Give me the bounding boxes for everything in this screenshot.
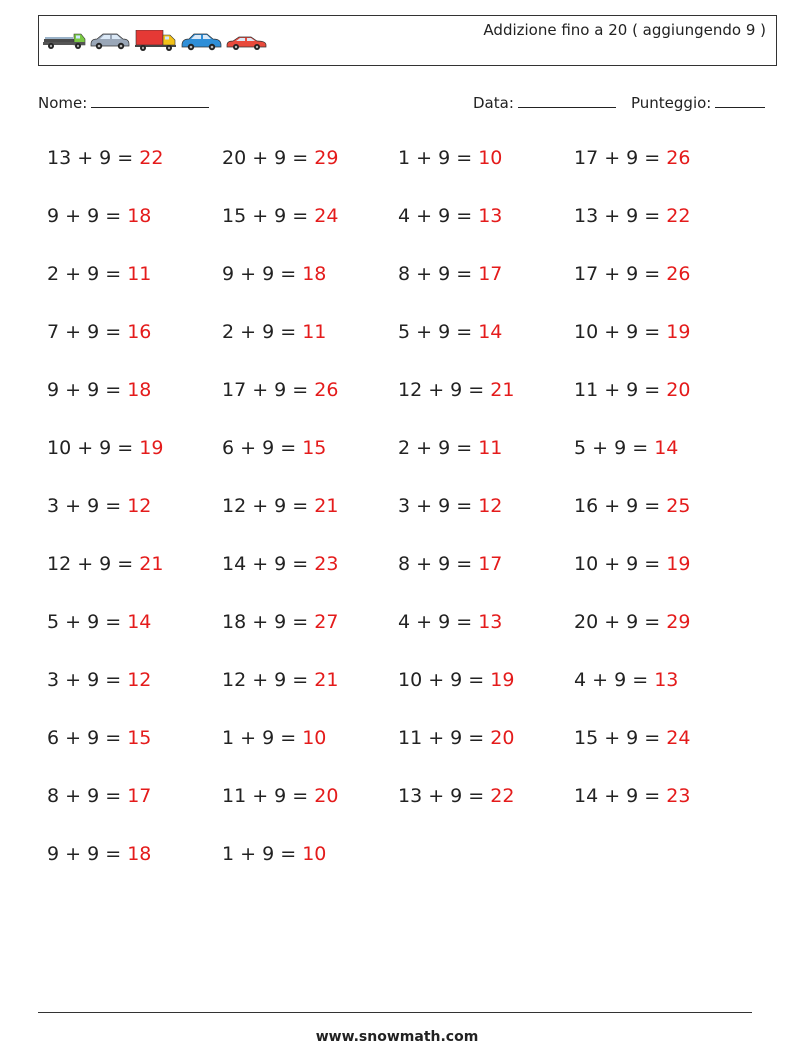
blue-car-icon — [182, 34, 221, 50]
problem-equation: 13 + 9 = — [398, 785, 491, 807]
problem-equation: 14 + 9 = — [574, 785, 667, 807]
problem-answer: 19 — [666, 553, 691, 575]
problem-item — [47, 611, 151, 633]
problem-answer: 25 — [666, 495, 691, 517]
problem-answer: 11 — [302, 321, 327, 343]
problem-answer: 13 — [478, 611, 503, 633]
problem-equation: 4 + 9 = — [574, 669, 655, 691]
score-label: Punteggio: — [631, 94, 712, 112]
problem-answer: 14 — [478, 321, 503, 343]
sedan-car-icon — [91, 34, 129, 49]
problem-equation: 6 + 9 = — [47, 727, 128, 749]
problem-answer: 24 — [314, 205, 339, 227]
problem-item — [47, 785, 151, 807]
date-blank-line — [518, 93, 616, 108]
problem-answer: 12 — [127, 495, 152, 517]
problem-answer: 18 — [127, 205, 152, 227]
problem-answer: 21 — [314, 669, 339, 691]
name-blank-line — [91, 93, 209, 108]
problem-equation: 3 + 9 = — [398, 495, 479, 517]
problem-equation: 16 + 9 = — [574, 495, 667, 517]
problem-equation: 11 + 9 = — [222, 785, 315, 807]
problem-equation: 3 + 9 = — [47, 669, 128, 691]
problem-item — [398, 669, 514, 691]
problem-answer: 18 — [127, 843, 152, 865]
problem-equation: 2 + 9 = — [47, 263, 128, 285]
problem-item — [47, 727, 151, 749]
problem-item — [222, 437, 326, 459]
problem-equation: 17 + 9 = — [574, 147, 667, 169]
problem-equation: 17 + 9 = — [222, 379, 315, 401]
date-label: Data: — [473, 94, 514, 112]
problem-equation: 5 + 9 = — [398, 321, 479, 343]
problem-equation: 1 + 9 = — [398, 147, 479, 169]
problem-equation: 20 + 9 = — [574, 611, 667, 633]
problem-answer: 26 — [666, 147, 691, 169]
flatbed-truck-icon — [43, 34, 85, 49]
problem-equation: 10 + 9 = — [398, 669, 491, 691]
problem-equation: 8 + 9 = — [398, 553, 479, 575]
problem-item — [47, 495, 151, 517]
problem-answer: 17 — [478, 263, 503, 285]
red-lorry-icon — [135, 30, 176, 51]
problem-equation: 15 + 9 = — [574, 727, 667, 749]
problem-item — [47, 379, 151, 401]
problem-equation: 10 + 9 = — [574, 321, 667, 343]
problem-item — [398, 437, 502, 459]
problem-item — [574, 611, 690, 633]
problem-item — [222, 205, 338, 227]
problem-item — [398, 785, 514, 807]
problem-item — [574, 437, 678, 459]
problem-equation: 13 + 9 = — [47, 147, 140, 169]
problem-answer: 19 — [666, 321, 691, 343]
problem-equation: 9 + 9 = — [222, 263, 303, 285]
red-car-icon — [227, 37, 266, 50]
problem-equation: 12 + 9 = — [47, 553, 140, 575]
problem-equation: 5 + 9 = — [574, 437, 655, 459]
problem-item — [47, 205, 151, 227]
problem-item — [47, 147, 163, 169]
problem-answer: 16 — [127, 321, 152, 343]
problem-answer: 10 — [302, 727, 327, 749]
problem-item — [398, 553, 502, 575]
name-field — [38, 93, 209, 112]
footer-divider — [38, 1012, 752, 1013]
problem-equation: 8 + 9 = — [47, 785, 128, 807]
problem-item — [222, 147, 338, 169]
problem-item — [222, 727, 326, 749]
problem-equation: 3 + 9 = — [47, 495, 128, 517]
problem-answer: 22 — [666, 205, 691, 227]
problem-answer: 20 — [490, 727, 515, 749]
problem-item — [398, 205, 502, 227]
problem-equation: 11 + 9 = — [574, 379, 667, 401]
problem-item — [47, 669, 151, 691]
problem-answer: 20 — [666, 379, 691, 401]
problem-item — [47, 843, 151, 865]
problem-item — [574, 321, 690, 343]
problem-answer: 27 — [314, 611, 339, 633]
problem-equation: 10 + 9 = — [574, 553, 667, 575]
problem-equation: 4 + 9 = — [398, 205, 479, 227]
problem-item — [574, 263, 690, 285]
problem-item — [47, 263, 151, 285]
problem-answer: 22 — [139, 147, 164, 169]
problem-answer: 15 — [302, 437, 327, 459]
problem-equation: 13 + 9 = — [574, 205, 667, 227]
problem-equation: 8 + 9 = — [398, 263, 479, 285]
date-field — [473, 93, 616, 112]
problem-answer: 21 — [139, 553, 164, 575]
problem-equation: 11 + 9 = — [398, 727, 491, 749]
problem-equation: 12 + 9 = — [222, 669, 315, 691]
problem-answer: 21 — [314, 495, 339, 517]
problem-equation: 7 + 9 = — [47, 321, 128, 343]
problem-answer: 26 — [314, 379, 339, 401]
problem-answer: 23 — [666, 785, 691, 807]
problem-item — [398, 379, 514, 401]
problem-item — [222, 553, 338, 575]
score-field — [631, 93, 765, 112]
problem-answer: 17 — [478, 553, 503, 575]
problem-item — [574, 205, 690, 227]
problem-answer: 23 — [314, 553, 339, 575]
problem-item — [574, 495, 690, 517]
problem-answer: 11 — [478, 437, 503, 459]
problem-item — [574, 147, 690, 169]
problem-item — [574, 379, 690, 401]
problem-equation: 9 + 9 = — [47, 205, 128, 227]
problem-answer: 10 — [302, 843, 327, 865]
problem-item — [574, 785, 690, 807]
score-blank-line — [715, 93, 765, 108]
problem-item — [222, 669, 338, 691]
problem-item — [574, 669, 678, 691]
problem-item — [574, 727, 690, 749]
problem-answer: 13 — [478, 205, 503, 227]
problem-item — [222, 321, 326, 343]
problem-equation: 20 + 9 = — [222, 147, 315, 169]
problem-answer: 10 — [478, 147, 503, 169]
problem-item — [398, 263, 502, 285]
problem-item — [574, 553, 690, 575]
problem-equation: 12 + 9 = — [222, 495, 315, 517]
problem-item — [222, 785, 338, 807]
problem-item — [398, 495, 502, 517]
problem-item — [398, 147, 502, 169]
problem-equation: 18 + 9 = — [222, 611, 315, 633]
problem-answer: 14 — [654, 437, 679, 459]
problem-answer: 15 — [127, 727, 152, 749]
problem-item — [222, 843, 326, 865]
problem-equation: 12 + 9 = — [398, 379, 491, 401]
problem-equation: 15 + 9 = — [222, 205, 315, 227]
problem-item — [222, 379, 338, 401]
problem-equation: 1 + 9 = — [222, 727, 303, 749]
problem-answer: 21 — [490, 379, 515, 401]
footer-website: www.snowmath.com — [315, 1029, 479, 1045]
problem-item — [222, 495, 338, 517]
problem-equation: 1 + 9 = — [222, 843, 303, 865]
problem-item — [398, 611, 502, 633]
problem-answer: 29 — [314, 147, 339, 169]
problem-answer: 26 — [666, 263, 691, 285]
vehicle-icons — [43, 30, 271, 56]
problem-equation: 2 + 9 = — [398, 437, 479, 459]
problem-answer: 13 — [654, 669, 679, 691]
problem-answer: 19 — [139, 437, 164, 459]
problem-equation: 2 + 9 = — [222, 321, 303, 343]
problem-answer: 18 — [302, 263, 327, 285]
problem-item — [47, 321, 151, 343]
problem-equation: 6 + 9 = — [222, 437, 303, 459]
problem-item — [398, 321, 502, 343]
problem-answer: 19 — [490, 669, 515, 691]
problem-item — [47, 437, 163, 459]
problem-answer: 14 — [127, 611, 152, 633]
problem-item — [398, 727, 514, 749]
problem-equation: 10 + 9 = — [47, 437, 140, 459]
problem-answer: 20 — [314, 785, 339, 807]
problem-equation: 17 + 9 = — [574, 263, 667, 285]
problem-equation: 14 + 9 = — [222, 553, 315, 575]
problem-equation: 5 + 9 = — [47, 611, 128, 633]
problem-answer: 11 — [127, 263, 152, 285]
worksheet-title: Addizione fino a 20 ( aggiungendo 9 ) — [483, 21, 766, 39]
problem-answer: 22 — [490, 785, 515, 807]
problem-answer: 12 — [127, 669, 152, 691]
problem-item — [222, 611, 338, 633]
problem-item — [47, 553, 163, 575]
problem-answer: 12 — [478, 495, 503, 517]
problem-equation: 9 + 9 = — [47, 379, 128, 401]
problem-answer: 18 — [127, 379, 152, 401]
worksheet-header — [38, 15, 777, 66]
name-label: Nome: — [38, 94, 88, 112]
problem-answer: 17 — [127, 785, 152, 807]
problem-equation: 9 + 9 = — [47, 843, 128, 865]
problem-item — [222, 263, 326, 285]
problem-answer: 29 — [666, 611, 691, 633]
problem-answer: 24 — [666, 727, 691, 749]
problem-equation: 4 + 9 = — [398, 611, 479, 633]
